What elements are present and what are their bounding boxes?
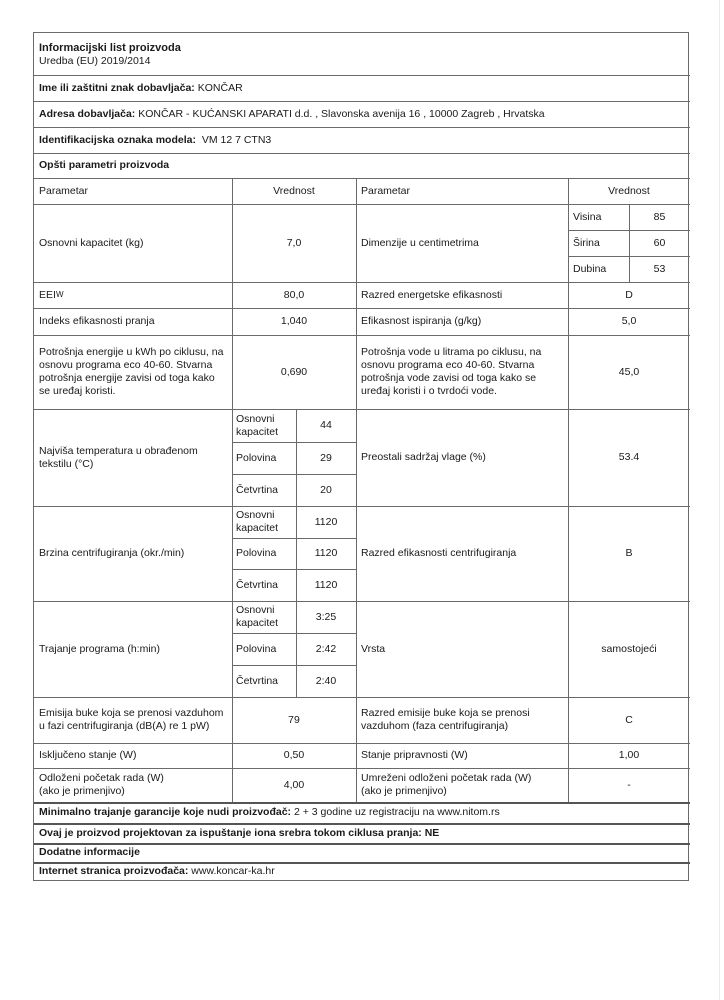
product-information-sheet bbox=[33, 32, 689, 881]
duration-full-value: 3:25 bbox=[315, 610, 337, 623]
website-row bbox=[34, 862, 690, 881]
column-header-value-left: Vrednost bbox=[273, 184, 315, 197]
duration-half-label: Polovina bbox=[236, 642, 277, 655]
temperature-full-value: 44 bbox=[320, 419, 332, 431]
noise-class-value: C bbox=[625, 713, 633, 726]
energy-consumption-label: Potrošnja energije u kWh po ciklusu, na osnovu programa eco 40-60. Stvarna potrošnja energije zavisi od toga kako se uređaj koristi. bbox=[39, 346, 224, 397]
dimension-width-label: Širina bbox=[573, 236, 600, 249]
networked-delay-label bbox=[356, 768, 568, 802]
document-title: Informacijski list proizvoda bbox=[39, 41, 181, 54]
model-identifier-value: VM 12 7 CTN3 bbox=[201, 133, 272, 146]
supplier-address-value: KONČAR - KUĆANSKI APARATI d.d. , Slavonska avenija 16 , 10000 Zagreb , Hrvatska bbox=[138, 107, 545, 120]
temperature-full-label: Osnovni kapacitet bbox=[236, 412, 279, 438]
supplier-name-row bbox=[34, 75, 690, 101]
spin-full-label: Osnovni kapacitet bbox=[236, 509, 279, 534]
max-temperature-label: Najviša temperatura u obrađenom tekstilu (°C) bbox=[39, 444, 198, 470]
delay-start-label-line2: (ako je primenjivo) bbox=[39, 785, 125, 797]
dimension-depth-value: 53 bbox=[653, 262, 666, 275]
off-mode-value: 0,50 bbox=[283, 749, 305, 761]
duration-full-label: Osnovni kapacitet bbox=[236, 604, 279, 629]
silver-ions-statement: Ovaj je proizvod projektovan za ispuštanje iona srebra tokom ciklusa pranja: NE bbox=[39, 826, 440, 839]
model-identifier-label: Identifikacijska oznaka modela: bbox=[39, 133, 196, 146]
noise-value: 79 bbox=[288, 713, 300, 726]
type-label: Vrsta bbox=[361, 642, 386, 655]
model-identifier-row bbox=[34, 127, 690, 153]
temperature-half-value: 29 bbox=[320, 451, 332, 464]
title-block bbox=[34, 33, 690, 75]
networked-delay-value: - bbox=[627, 778, 631, 791]
spin-class-label: Razred efikasnosti centrifugiranja bbox=[361, 547, 517, 559]
dimension-height-value: 85 bbox=[653, 210, 666, 223]
type-value: samostojeći bbox=[601, 642, 657, 655]
energy-class-value: D bbox=[625, 288, 633, 301]
supplier-address-row bbox=[34, 101, 690, 127]
spin-class-value: B bbox=[625, 547, 633, 559]
networked-delay-label-line2: (ako je primenjivo) bbox=[361, 785, 447, 797]
capacity-label: Osnovni kapacitet (kg) bbox=[39, 236, 144, 249]
warranty-row bbox=[34, 802, 690, 823]
dimension-depth-label: Dubina bbox=[573, 262, 607, 275]
energy-consumption-value: 0,690 bbox=[280, 365, 308, 378]
dimension-height-label: Visina bbox=[573, 210, 602, 223]
dimension-width-value: 60 bbox=[653, 236, 666, 249]
supplier-name-value: KONČAR bbox=[197, 81, 243, 94]
regulation-reference: Uredba (EU) 2019/2014 bbox=[39, 54, 151, 67]
column-header-parameter-left: Parametar bbox=[39, 184, 89, 197]
rinse-label: Efikasnost ispiranja (g/kg) bbox=[361, 315, 482, 327]
temperature-half-label: Polovina bbox=[236, 451, 277, 464]
water-consumption-label: Potrošnja vode u litrama po ciklusu, na osnovu programa eco 40-60. Stvarna potrošnja vode zavisi od toga kako se uređaj koristi i o tvrdoći vode. bbox=[361, 346, 542, 397]
page-edge bbox=[719, 0, 720, 1000]
moisture-label: Preostali sadržaj vlage (%) bbox=[361, 451, 486, 463]
spin-quarter-value: 1120 bbox=[314, 578, 338, 591]
warranty-value: 2 + 3 godine uz registraciju na www.nitom.rs bbox=[293, 806, 500, 818]
water-consumption-value: 45,0 bbox=[618, 365, 640, 378]
spin-half-label: Polovina bbox=[236, 547, 277, 559]
eei-label: EEI W bbox=[39, 288, 64, 301]
temperature-quarter-label: Četvrtina bbox=[236, 483, 279, 496]
warranty-label: Minimalno trajanje garancije koje nudi proizvođač: bbox=[39, 806, 292, 818]
noise-class-label: Razred emisije buke koja se prenosi vazduhom (faza centrifugiranja) bbox=[361, 707, 530, 732]
website-label: Internet stranica proizvođača: bbox=[39, 865, 189, 877]
standby-value: 1,00 bbox=[618, 749, 640, 761]
wash-index-value: 1,040 bbox=[280, 315, 308, 327]
off-mode-label: Isključeno stanje (W) bbox=[39, 749, 137, 761]
wash-index-label: Indeks efikasnosti pranja bbox=[39, 315, 155, 327]
column-header-parameter-right: Parametar bbox=[361, 184, 411, 197]
moisture-value: 53.4 bbox=[618, 451, 640, 463]
eei-label-text: EEI bbox=[39, 288, 56, 301]
spin-quarter-label: Četvrtina bbox=[236, 578, 279, 591]
delay-start-label bbox=[34, 768, 232, 802]
general-parameters-title: Opšti parametri proizvoda bbox=[39, 159, 170, 171]
duration-half-value: 2:42 bbox=[315, 642, 337, 655]
delay-start-value: 4,00 bbox=[283, 778, 305, 791]
delay-start-label-line1: Odloženi početak rada (W) bbox=[39, 772, 164, 784]
dimensions-label: Dimenzije u centimetrima bbox=[361, 236, 479, 249]
energy-class-label: Razred energetske efikasnosti bbox=[361, 288, 503, 301]
standby-label: Stanje pripravnosti (W) bbox=[361, 749, 468, 761]
spin-half-value: 1120 bbox=[314, 547, 338, 559]
networked-delay-label-line1: Umreženi odloženi početak rada (W) bbox=[361, 772, 532, 784]
supplier-name-label: Ime ili zaštitni znak dobavljača: bbox=[39, 81, 195, 94]
spin-full-value: 1120 bbox=[314, 515, 338, 528]
duration-quarter-value: 2:40 bbox=[315, 674, 337, 687]
spin-speed-label: Brzina centrifugiranja (okr./min) bbox=[39, 547, 185, 559]
temperature-quarter-value: 20 bbox=[320, 483, 332, 496]
capacity-value: 7,0 bbox=[286, 236, 302, 249]
column-header-value-right: Vrednost bbox=[608, 184, 650, 197]
additional-info-heading: Dodatne informacije bbox=[39, 846, 140, 858]
supplier-address-label: Adresa dobavljača: bbox=[39, 107, 136, 120]
duration-quarter-label: Četvrtina bbox=[236, 674, 279, 687]
website-link[interactable]: www.koncar-ka.hr bbox=[191, 865, 275, 877]
duration-label: Trajanje programa (h:min) bbox=[39, 642, 160, 655]
eei-value: 80,0 bbox=[283, 288, 305, 301]
rinse-value: 5,0 bbox=[621, 315, 637, 327]
noise-label: Emisija buke koja se prenosi vazduhom u fazi centrifugiranja (dB(A) re 1 pW) bbox=[39, 707, 224, 732]
